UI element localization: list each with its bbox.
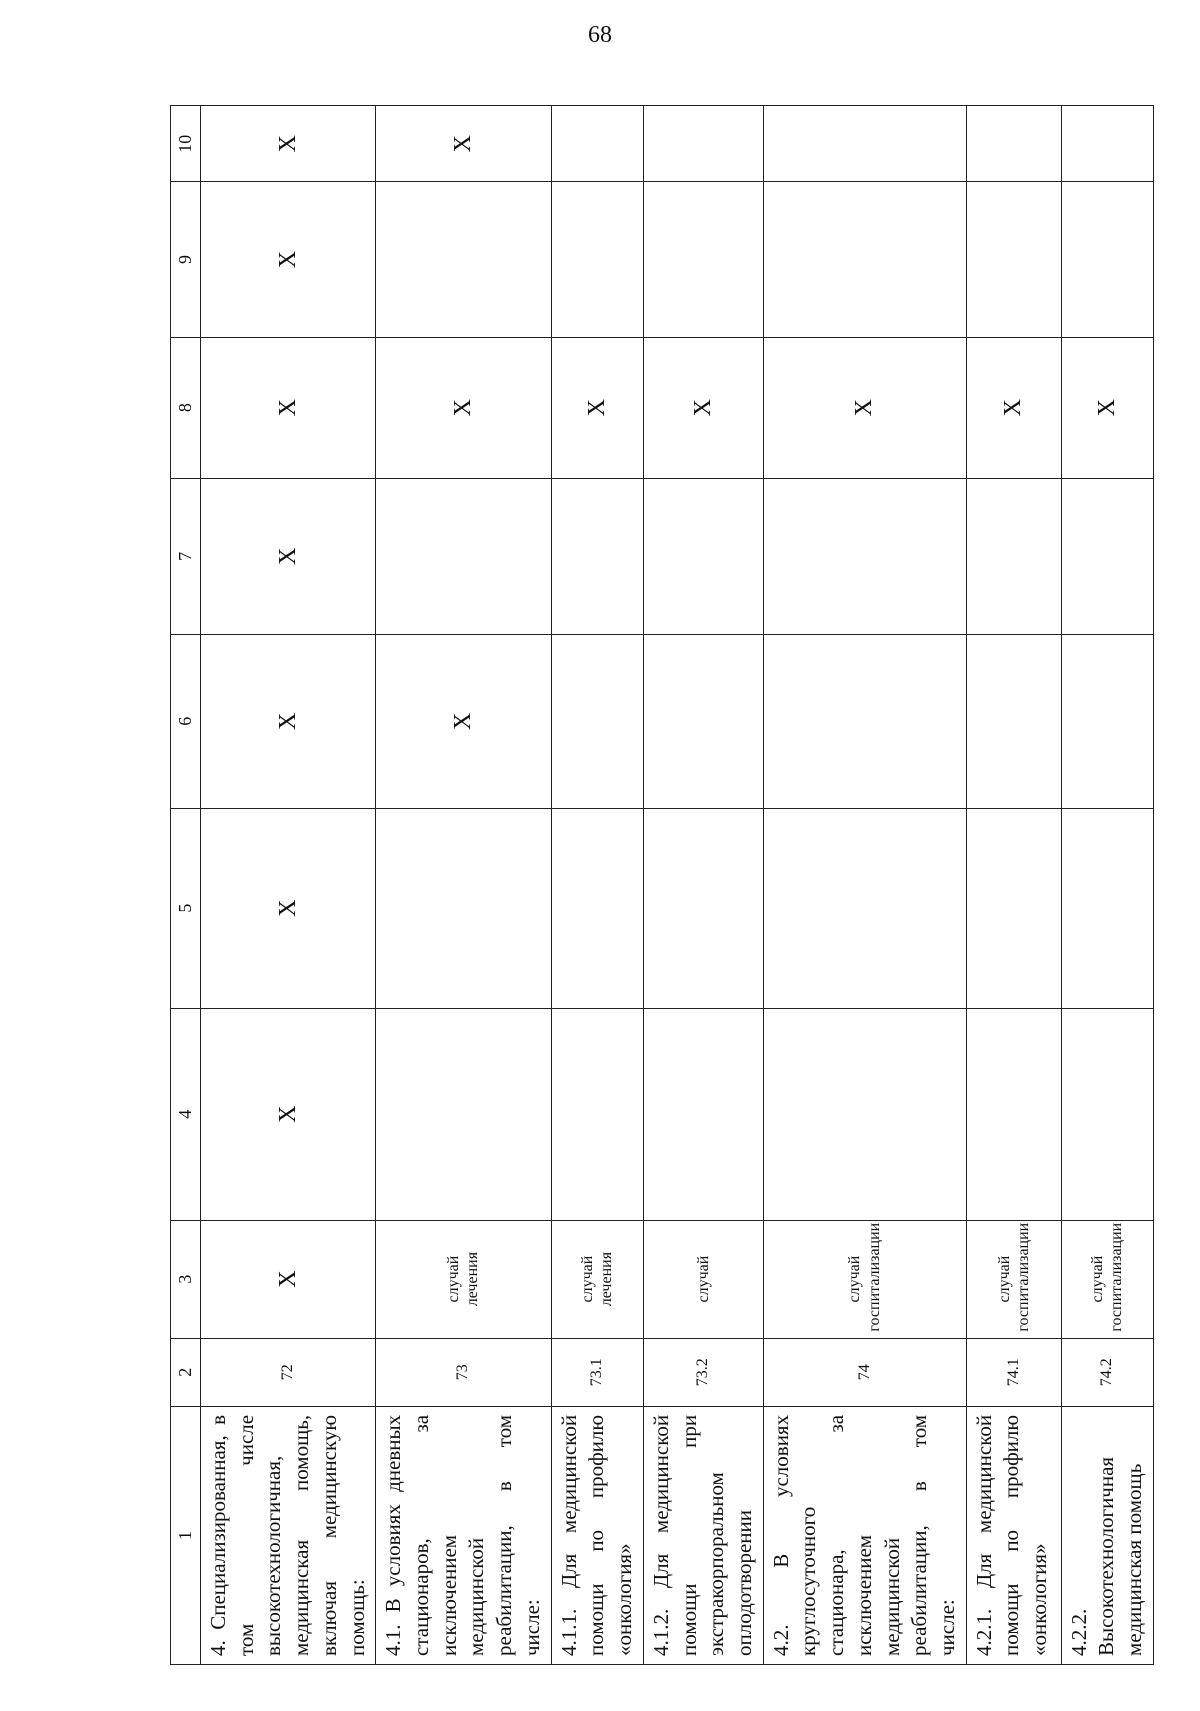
header-cell: 6 — [171, 634, 201, 808]
table-row — [376, 106, 551, 1665]
table-row — [763, 106, 966, 1665]
table-cell — [763, 106, 966, 182]
header-cell: 1 — [171, 1406, 201, 1664]
table-cell: X — [763, 337, 966, 478]
header-cell: 4 — [171, 1008, 201, 1220]
row-unit-cell: случай — [643, 1220, 763, 1338]
table-cell — [966, 106, 1061, 182]
table-row — [551, 106, 643, 1665]
row-code-cell: 73.2 — [643, 1338, 763, 1406]
table-cell — [643, 808, 763, 1008]
row-code-cell: 72 — [201, 1338, 376, 1406]
table-cell — [643, 1008, 763, 1220]
table-cell — [551, 182, 643, 337]
table-cell: X — [643, 337, 763, 478]
row-unit-cell: случай госпитализации — [1061, 1220, 1153, 1338]
header-cell: 10 — [171, 106, 201, 182]
row-code-cell: 73.1 — [551, 1338, 643, 1406]
table-cell: X — [201, 634, 376, 808]
table-cell — [643, 478, 763, 634]
header-row — [171, 106, 201, 1665]
table-row — [1061, 106, 1153, 1665]
table-cell: X — [1061, 337, 1153, 478]
table-cell — [966, 634, 1061, 808]
table-cell: X — [376, 337, 551, 478]
table-cell — [763, 478, 966, 634]
row-name-cell: 4.2. В условиях круглосуточного стационара, за исключением медицинской реабилитации, в том числе: — [763, 1406, 966, 1664]
table-cell — [966, 182, 1061, 337]
table-cell — [376, 1008, 551, 1220]
table-cell — [1061, 106, 1153, 182]
header-cell: 3 — [171, 1220, 201, 1338]
row-code-cell: 74.2 — [1061, 1338, 1153, 1406]
table-cell — [966, 808, 1061, 1008]
table-cell — [643, 634, 763, 808]
rotated-table-container — [170, 105, 1147, 1665]
table-cell — [551, 808, 643, 1008]
row-name-cell: 4.1.2. Для медицинской помощи при экстракорпоральном оплодотворении — [643, 1406, 763, 1664]
table-cell: X — [201, 337, 376, 478]
table-row — [966, 106, 1061, 1665]
row-unit-cell: X — [201, 1220, 376, 1338]
table-cell — [376, 808, 551, 1008]
row-name-cell: 4.1. В условиях дневных стационаров, за исключением медицинской реабилитации, в том числе: — [376, 1406, 551, 1664]
row-name-cell: 4. Специализированная, в том числе высокотехнологичная, медицинская помощь, включая медицинскую помощь: — [201, 1406, 376, 1664]
table-cell — [763, 634, 966, 808]
table-cell: X — [376, 634, 551, 808]
table-cell — [551, 106, 643, 182]
table-cell: X — [966, 337, 1061, 478]
row-code-cell: 74 — [763, 1338, 966, 1406]
table-cell — [376, 478, 551, 634]
table-cell — [643, 182, 763, 337]
table-cell: X — [201, 1008, 376, 1220]
row-name-cell: 4.2.2. Высокотехнологичная медицинская помощь — [1061, 1406, 1153, 1664]
row-code-cell: 73 — [376, 1338, 551, 1406]
table-cell — [551, 1008, 643, 1220]
row-unit-cell: случай госпитализации — [966, 1220, 1061, 1338]
table-cell: X — [201, 106, 376, 182]
row-code-cell: 74.1 — [966, 1338, 1061, 1406]
row-unit-cell: случай лечения — [551, 1220, 643, 1338]
table-cell: X — [376, 106, 551, 182]
row-name-cell: 4.1.1. Для медицинской помощи по профилю «онкология» — [551, 1406, 643, 1664]
table-cell — [763, 808, 966, 1008]
table-cell: X — [201, 182, 376, 337]
table-cell — [763, 182, 966, 337]
table-cell — [763, 1008, 966, 1220]
header-cell: 8 — [171, 337, 201, 478]
header-cell: 7 — [171, 478, 201, 634]
page-number: 68 — [588, 22, 612, 48]
table-cell — [643, 106, 763, 182]
table-cell — [1061, 182, 1153, 337]
table-cell — [551, 478, 643, 634]
table-row — [201, 106, 376, 1665]
header-cell: 5 — [171, 808, 201, 1008]
table-cell: X — [551, 337, 643, 478]
table-row — [643, 106, 763, 1665]
table-cell — [966, 1008, 1061, 1220]
table-cell — [1061, 1008, 1153, 1220]
table-cell: X — [201, 478, 376, 634]
table-cell — [551, 634, 643, 808]
table-cell: X — [201, 808, 376, 1008]
table-cell — [1061, 478, 1153, 634]
row-unit-cell: случай госпитализации — [763, 1220, 966, 1338]
table-cell — [376, 182, 551, 337]
table-cell — [1061, 808, 1153, 1008]
table-cell — [1061, 634, 1153, 808]
row-name-cell: 4.2.1. Для медицинской помощи по профилю «онкология» — [966, 1406, 1061, 1664]
header-cell: 9 — [171, 182, 201, 337]
data-table — [170, 105, 1154, 1665]
header-cell: 2 — [171, 1338, 201, 1406]
table-cell — [966, 478, 1061, 634]
row-unit-cell: случай лечения — [376, 1220, 551, 1338]
